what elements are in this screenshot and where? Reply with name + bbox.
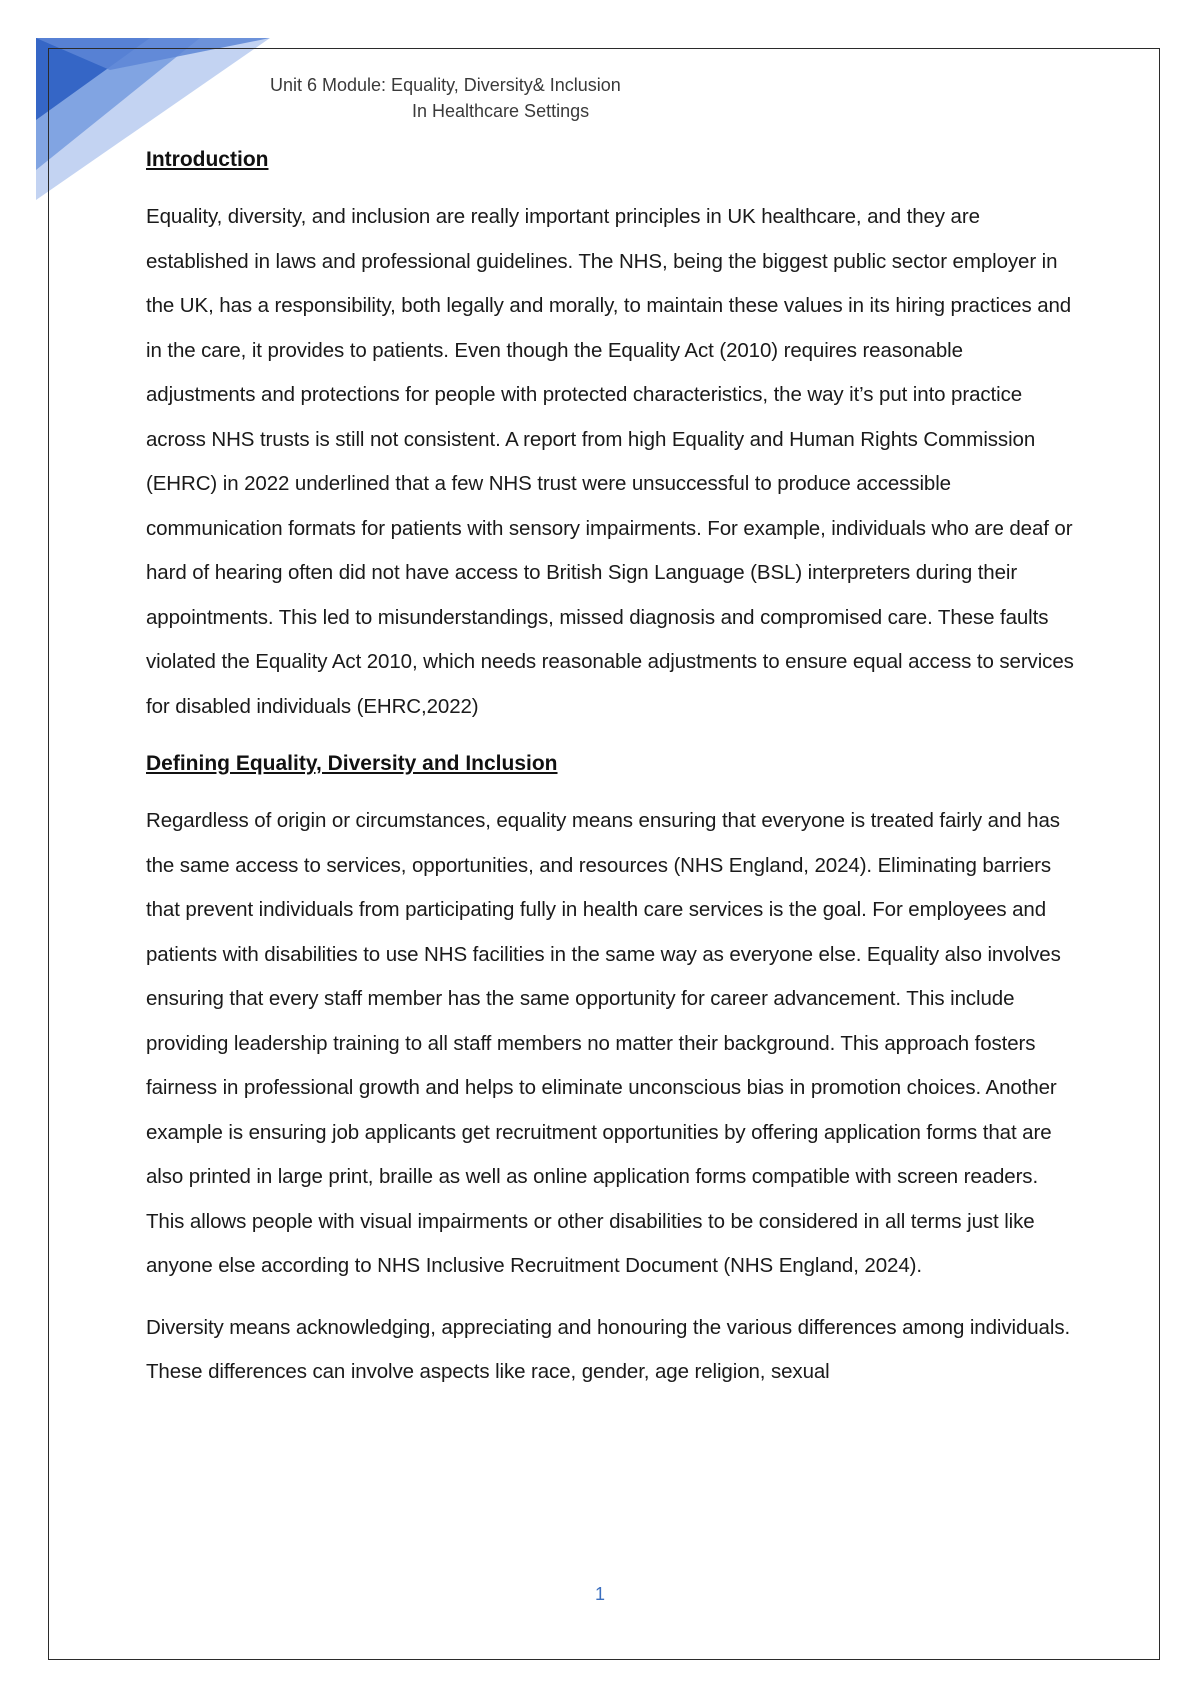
section-heading-introduction: Introduction [146,148,269,171]
section-heading-defining-edi: Defining Equality, Diversity and Inclusion [146,752,558,775]
intro-paragraph: Equality, diversity, and inclusion are really important principles in UK healthcare, and they are established in laws and professional guidelines. The NHS, being the biggest public sector employer in the UK, has a responsibility, both legally and morally, to maintain these values in its hiring practices and in the care, it provides to patients. Even though the Equality Act (2010) requires reasonable adjustments and protections for people with protected characteristics, the way it’s put into practice across NHS trusts is still not consistent. A report from high Equality and Human Rights Commission (EHRC) in 2022 underlined that a few NHS trust were unsuccessful to produce accessible communication formats for patients with sensory impairments. For example, individuals who are deaf or hard of hearing often did not have access to British Sign Language (BSL) interpreters during their appointments. This led to misunderstandings, missed diagnosis and compromised care. These faults violated the Equality Act 2010, which needs reasonable adjustments to ensure equal access to services for disabled individuals (EHRC,2022) [146,205,1074,718]
document-body [146,142,1076,1412]
header-subtitle: In Healthcare Settings [412,101,590,121]
diversity-paragraph: Diversity means acknowledging, appreciating and honouring the various differences among individuals. These differences can involve aspects like race, gender, age religion, sexual [146,1315,1071,1383]
equality-paragraph: Regardless of origin or circumstances, equality means ensuring that everyone is treated fairly and has the same access to services, opportunities, and resources (NHS England, 2024). Eliminating barriers that prevent individuals from participating fully in health care services is the goal. For employees and patients with disabilities to use NHS facilities in the same way as everyone else. Equality also involves ensuring that every staff member has the same opportunity for career advancement. This include providing leadership training to all staff members no matter their background. This approach fosters fairness in professional growth and helps to eliminate unconscious bias in promotion choices. Another example is ensuring job applicants get recruitment opportunities by offering application forms that are also printed in large print, braille as well as online application forms compatible with screen readers. This allows people with visual impairments or other disabilities to be considered in all terms just like anyone else according to NHS Inclusive Recruitment Document (NHS England, 2024). [146,809,1061,1277]
page-number: 1 [594,1584,605,1604]
header-title: Unit 6 Module: Equality, Diversity& Inclusion [270,75,621,95]
document-header [270,72,690,124]
